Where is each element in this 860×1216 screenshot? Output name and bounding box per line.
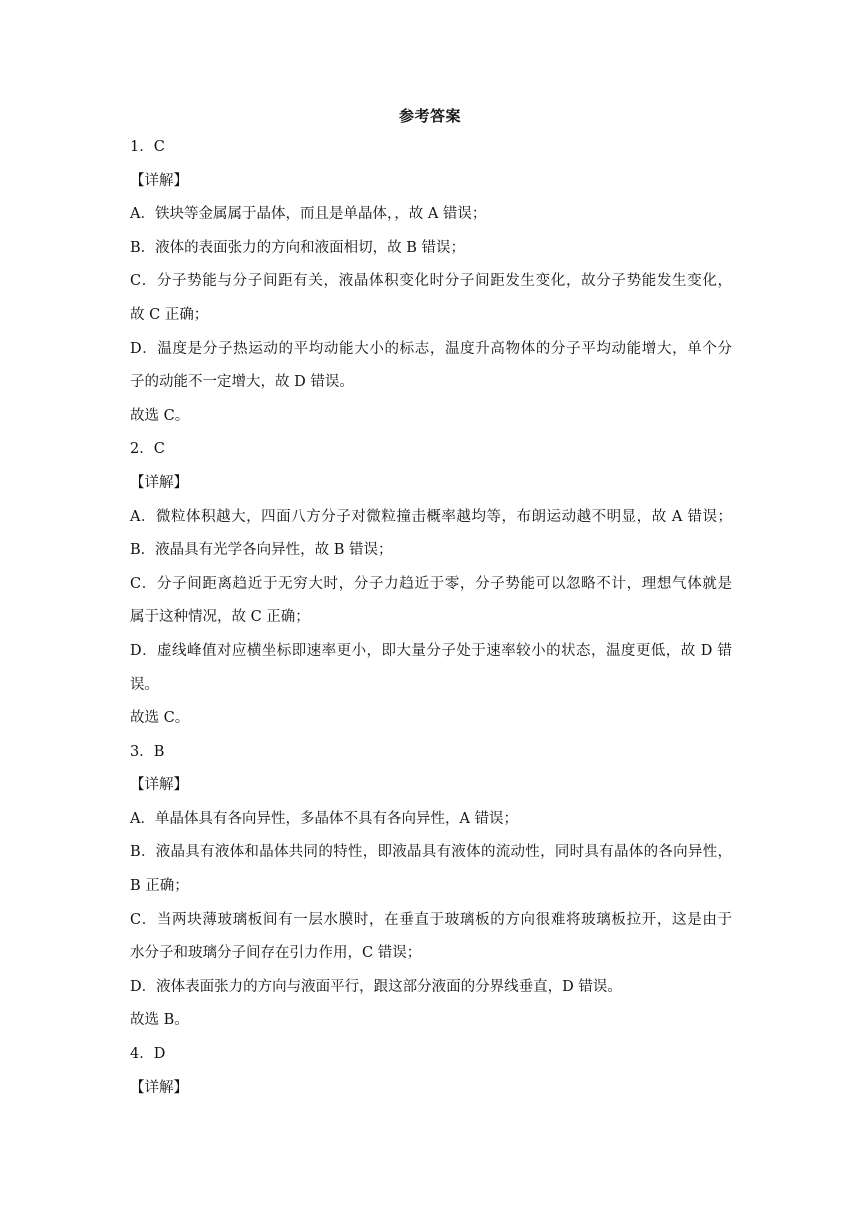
page-title: 参考答案 — [398, 107, 461, 125]
answer-content — [130, 131, 732, 1105]
explanation-heading: 【详解】 — [130, 172, 188, 189]
explanation-heading: 【详解】 — [130, 474, 188, 491]
explanation-heading: 【详解】 — [130, 1079, 188, 1096]
conclusion-line: 故选 B。 — [130, 1012, 189, 1029]
explanation-line: B．液体的表面张力的方向和液面相切，故 B 错误； — [130, 239, 466, 256]
explanation-line: 故 C 正确； — [130, 306, 209, 323]
explanation-line: 属于这种情况，故 C 正确； — [130, 609, 310, 626]
explanation-heading: 【详解】 — [130, 777, 188, 794]
explanation-line: C．当两块薄玻璃板间有一层水膜时，在垂直于玻璃板的方向很难将玻璃板拉开，这是由于 — [130, 911, 732, 928]
answer-number-1: 1．C — [130, 139, 165, 155]
explanation-line: B 正确； — [130, 878, 189, 895]
explanation-line: C．分子间距离趋近于无穷大时，分子力趋近于零，分子势能可以忽略不计，理想气体就是 — [130, 575, 732, 592]
conclusion-line: 故选 C。 — [130, 407, 190, 424]
explanation-line: A．铁块等金属属于晶体，而且是单晶体，，故 A 错误； — [130, 206, 487, 223]
explanation-line: 子的动能不一定增大，故 D 错误。 — [130, 374, 354, 391]
explanation-line: D．液体表面张力的方向与液面平行，跟这部分液面的分界线垂直，D 错误。 — [130, 978, 622, 995]
explanation-line: 水分子和玻璃分子间存在引力作用，C 错误； — [130, 945, 422, 962]
explanation-line: D．虚线峰值对应横坐标即速率更小，即大量分子处于速率较小的状态，温度更低，故 D 错 — [130, 642, 732, 659]
explanation-line: B．液晶具有液体和晶体共同的特性，即液晶具有液体的流动性，同时具有晶体的各向异性， — [130, 844, 732, 861]
answer-number-4: 4．D — [130, 1046, 166, 1063]
explanation-line: C．分子势能与分子间距有关，液晶体积变化时分子间距发生变化，故分子势能发生变化， — [130, 273, 732, 290]
explanation-line: D．温度是分子热运动的平均动能大小的标志，温度升高物体的分子平均动能增大，单个分 — [130, 340, 732, 357]
explanation-line: B．液晶具有光学各向异性，故 B 错误； — [130, 542, 393, 559]
explanation-line: A．单晶体具有各向异性，多晶体不具有各向异性，A 错误； — [130, 810, 519, 827]
conclusion-line: 故选 C。 — [130, 710, 190, 727]
explanation-line: A．微粒体积越大，四面八方分子对微粒撞击概率越均等，布朗运动越不明显，故 A 错误； — [130, 508, 732, 525]
explanation-line: 误。 — [130, 676, 159, 693]
answer-number-2: 2．C — [130, 441, 165, 458]
answer-number-3: 3．B — [130, 743, 165, 760]
